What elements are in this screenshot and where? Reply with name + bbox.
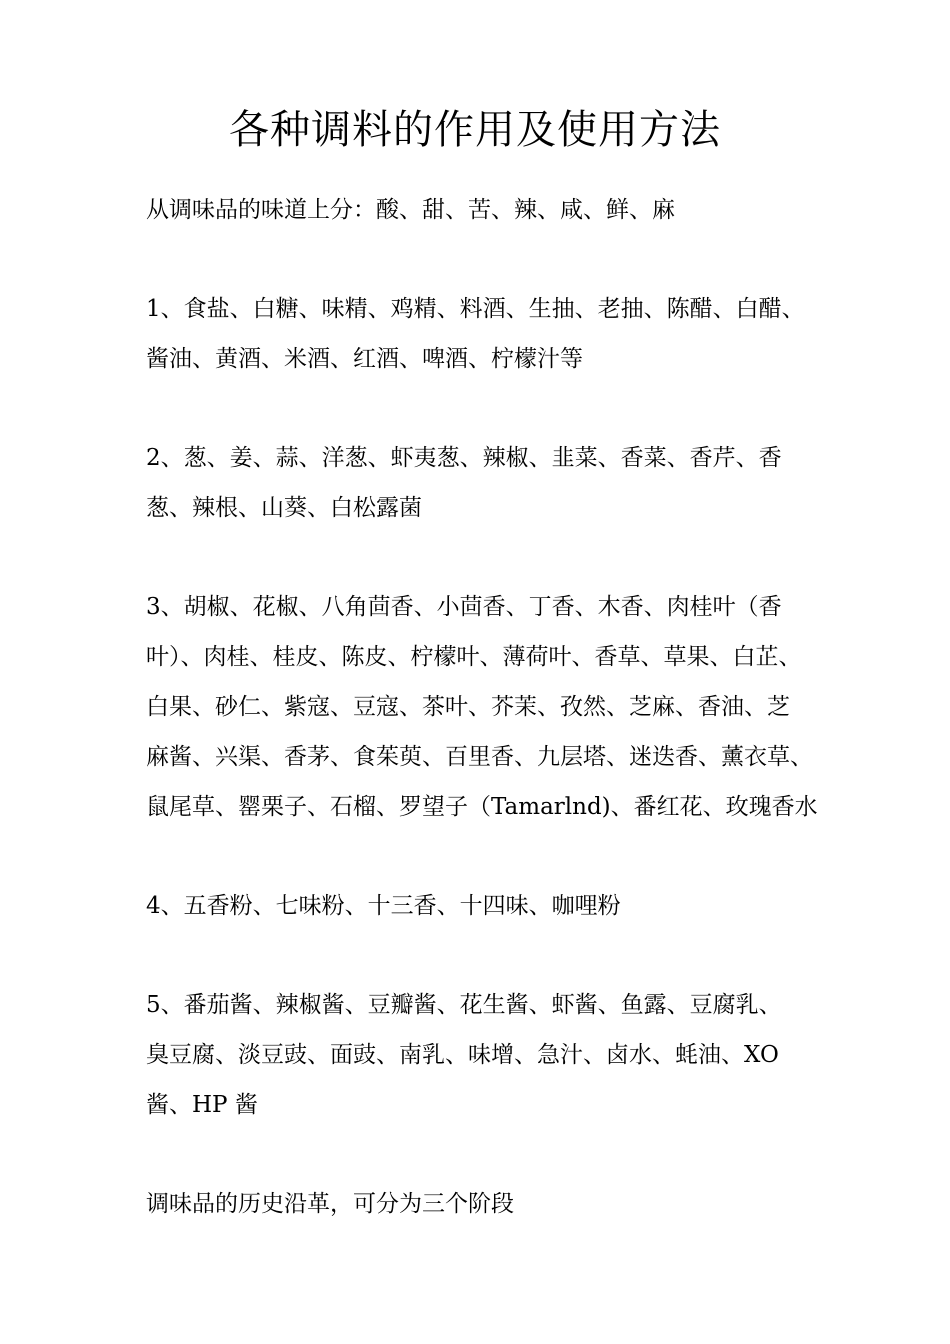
list-item-3-line-2: 叶）、肉桂、桂皮、陈皮、柠檬叶、薄荷叶、香草、草果、白芷、 [146,644,802,670]
list-item-3 [146,582,818,832]
list-item-1-line-1: 1、食盐、白糖、味精、鸡精、料酒、生抽、老抽、陈醋、白醋、 [146,296,805,322]
list-item-2 [146,433,810,533]
list-item-1-line-2: 酱油、黄酒、米酒、红酒、啤酒、柠檬汁等 [146,346,583,372]
list-item-3-line-5: 鼠尾草、罂栗子、石榴、罗望子（Tamarlnd)、番红花、玫瑰香水 [146,794,818,820]
list-item-1 [146,284,810,384]
history-paragraph: 调味品的历史沿革，可分为三个阶段 [146,1191,514,1217]
list-item-5 [146,980,810,1130]
intro-paragraph: 从调味品的味道上分：酸、甜、苦、辣、咸、鲜、麻 [146,197,675,223]
list-item-5-line-2: 臭豆腐、淡豆豉、面豉、南乳、味增、急汁、卤水、蚝油、XO [146,1042,779,1068]
list-item-5-line-1: 5、番茄酱、辣椒酱、豆瓣酱、花生酱、虾酱、鱼露、豆腐乳、 [146,992,782,1018]
document-title: 各种调料的作用及使用方法 [229,107,721,153]
list-item-5-line-3: 酱、HP 酱 [146,1092,258,1118]
list-item-3-line-3: 白果、砂仁、紫寇、豆寇、茶叶、芥茉、孜然、芝麻、香油、芝 [146,694,790,720]
list-item-3-line-1: 3、胡椒、花椒、八角茴香、小茴香、丁香、木香、肉桂叶（香 [146,594,782,620]
list-item-4 [146,881,810,931]
list-item-2-line-2: 葱、辣根、山葵、白松露菌 [146,495,422,521]
list-item-4-line-1: 4、五香粉、七味粉、十三香、十四味、咖哩粉 [146,893,621,919]
list-item-2-line-1: 2、葱、姜、蒜、洋葱、虾夷葱、辣椒、韭菜、香菜、香芹、香 [146,445,782,471]
list-item-3-line-4: 麻酱、兴渠、香茅、食茱萸、百里香、九层塔、迷迭香、薰衣草、 [146,744,813,770]
